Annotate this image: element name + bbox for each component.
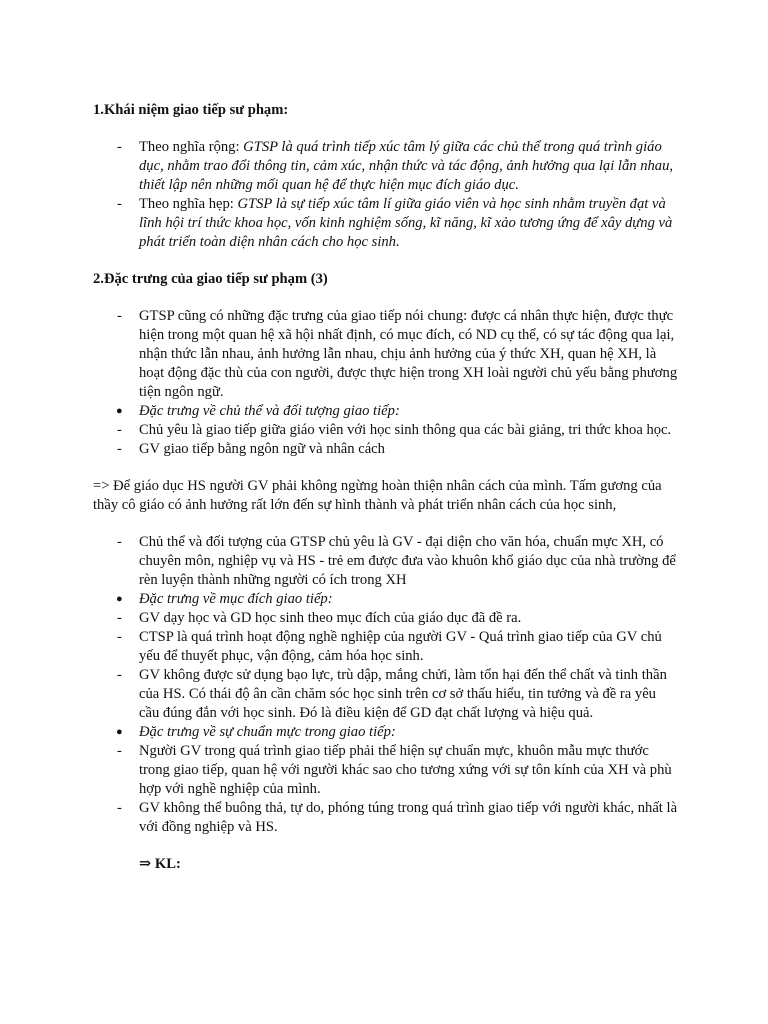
section2-heading: 2.Đặc trưng của giao tiếp sư phạm (3) — [93, 271, 328, 287]
item-text: GV dạy học và GD học sinh theo mục đích của giáo dục đã đề ra. — [139, 610, 522, 626]
section2-list-2 — [93, 533, 678, 837]
item-text: CTSP là quá trình hoạt động nghề nghiệp của người GV - Quá trình giao tiếp của GV chủ yếu để thuyết phục, vận động, cảm hóa học sinh. — [139, 629, 662, 664]
list-item — [93, 723, 678, 742]
dash-marker: - — [117, 667, 122, 683]
list-item — [93, 590, 678, 609]
bullet-marker: ● — [116, 593, 123, 605]
section1-list — [93, 138, 678, 252]
conclusion-label: ⇒ KL: — [139, 856, 181, 872]
item-text: GV giao tiếp bằng ngôn ngữ và nhân cách — [139, 441, 385, 457]
item-text: Chủ yêu là giao tiếp giữa giáo viên với học sinh thông qua các bài giảng, tri thức khoa học. — [139, 422, 672, 438]
dash-marker: - — [117, 196, 122, 212]
dash-marker: - — [117, 800, 122, 816]
dash-marker: - — [117, 534, 122, 550]
list-item — [93, 628, 678, 666]
dash-marker: - — [117, 422, 122, 438]
list-item — [93, 402, 678, 421]
paragraph: => Để giáo dục HS người GV phải không ngừng hoàn thiện nhân cách của mình. Tấm gương của thầy cô giáo có ảnh hưởng rất lớn đến sự hình thành và phát triển nhân cách của học sinh, — [93, 478, 662, 513]
list-item — [93, 307, 678, 402]
item-prefix: Theo nghĩa rộng: — [139, 139, 244, 155]
item-text: GV không thể buông thả, tự do, phóng túng trong quá trình giao tiếp với người khác, nhất là với đồng nghiệp và HS. — [139, 800, 678, 835]
dash-marker: - — [117, 629, 122, 645]
item-prefix: Theo nghĩa hẹp: — [139, 196, 238, 212]
subheading: Đặc trưng về chủ thể và đối tượng giao tiếp: — [139, 403, 400, 419]
list-item — [93, 742, 678, 799]
subheading: Đặc trưng về sự chuẩn mực trong giao tiếp: — [139, 724, 396, 740]
item-text: GTSP cũng có những đặc trưng của giao tiếp nói chung: được cá nhân thực hiện, được thực hiện trong một quan hệ xã hội nhất định, có mục đích, có ND cụ thể, có sự tác động qua lại, nhận thức lẫn nhau, ảnh hưởng lẫn nhau, chịu ảnh hưởng của ý thức XH, quan hệ XH, là hoạt động đặc thù của con người, được thực hiện trong XH loài người chủ yếu bằng phương tiện ngôn ngữ. — [139, 308, 678, 400]
list-item — [93, 421, 678, 440]
bullet-marker: ● — [116, 726, 123, 738]
list-item — [93, 609, 678, 628]
list-item — [93, 195, 678, 252]
item-definition: GTSP là sự tiếp xúc tâm lí giữa giáo viên và học sinh nhằm truyền đạt và lĩnh hội trí thức khoa học, vốn kinh nghiệm sống, kĩ năng, kĩ xảo tương ứng để xây dựng và phát triển toàn diện nhân cách cho học sinh. — [139, 196, 673, 250]
dash-marker: - — [117, 441, 122, 457]
item-text: Chủ thể và đối tượng của GTSP chủ yêu là GV - đại diện cho văn hóa, chuẩn mực XH, có chuyên môn, nghiệp vụ và HS - trẻ em được đưa vào khuôn khổ giáo dục của nhà trường để rèn luyện thành những người có ích trong XH — [139, 534, 676, 588]
list-item — [93, 666, 678, 723]
subheading: Đặc trưng về mục đích giao tiếp: — [139, 591, 333, 607]
dash-marker: - — [117, 308, 122, 324]
item-definition: GTSP là quá trình tiếp xúc tâm lý giữa các chủ thể trong quá trình giáo dục, nhằm trao đổi thông tin, cảm xúc, nhận thức và tác động, ảnh hưởng qua lại lẫn nhau, thiết lập nên những mối quan hệ để thực hiện mục đích giáo dục. — [139, 139, 674, 193]
list-item — [93, 138, 678, 195]
item-text: Người GV trong quá trình giao tiếp phải thể hiện sự chuẩn mực, khuôn mẫu mực thước trong giao tiếp, quan hệ với người khác sao cho tương xứng với sự tôn kính của XH và phù hợp với nghề nghiệp của mình. — [139, 743, 672, 797]
list-item — [93, 533, 678, 590]
dash-marker: - — [117, 610, 122, 626]
item-text: GV không được sử dụng bạo lực, trù dập, mắng chửi, làm tổn hại đến thể chất và tinh thần của HS. Có thái độ ân cần chăm sóc học sinh trên cơ sở thấu hiểu, tin tưởng và đề ra yêu cầu đúng đắn với học sinh. Đó là điều kiện để GD đạt chất lượng và hiệu quả. — [139, 667, 667, 721]
dash-marker: - — [117, 743, 122, 759]
bullet-marker: ● — [116, 405, 123, 417]
section2-list-1 — [93, 307, 678, 459]
dash-marker: - — [117, 139, 122, 155]
list-item — [93, 799, 678, 837]
list-item — [93, 440, 678, 459]
section1-heading: 1.Khái niệm giao tiếp sư phạm: — [93, 102, 289, 118]
